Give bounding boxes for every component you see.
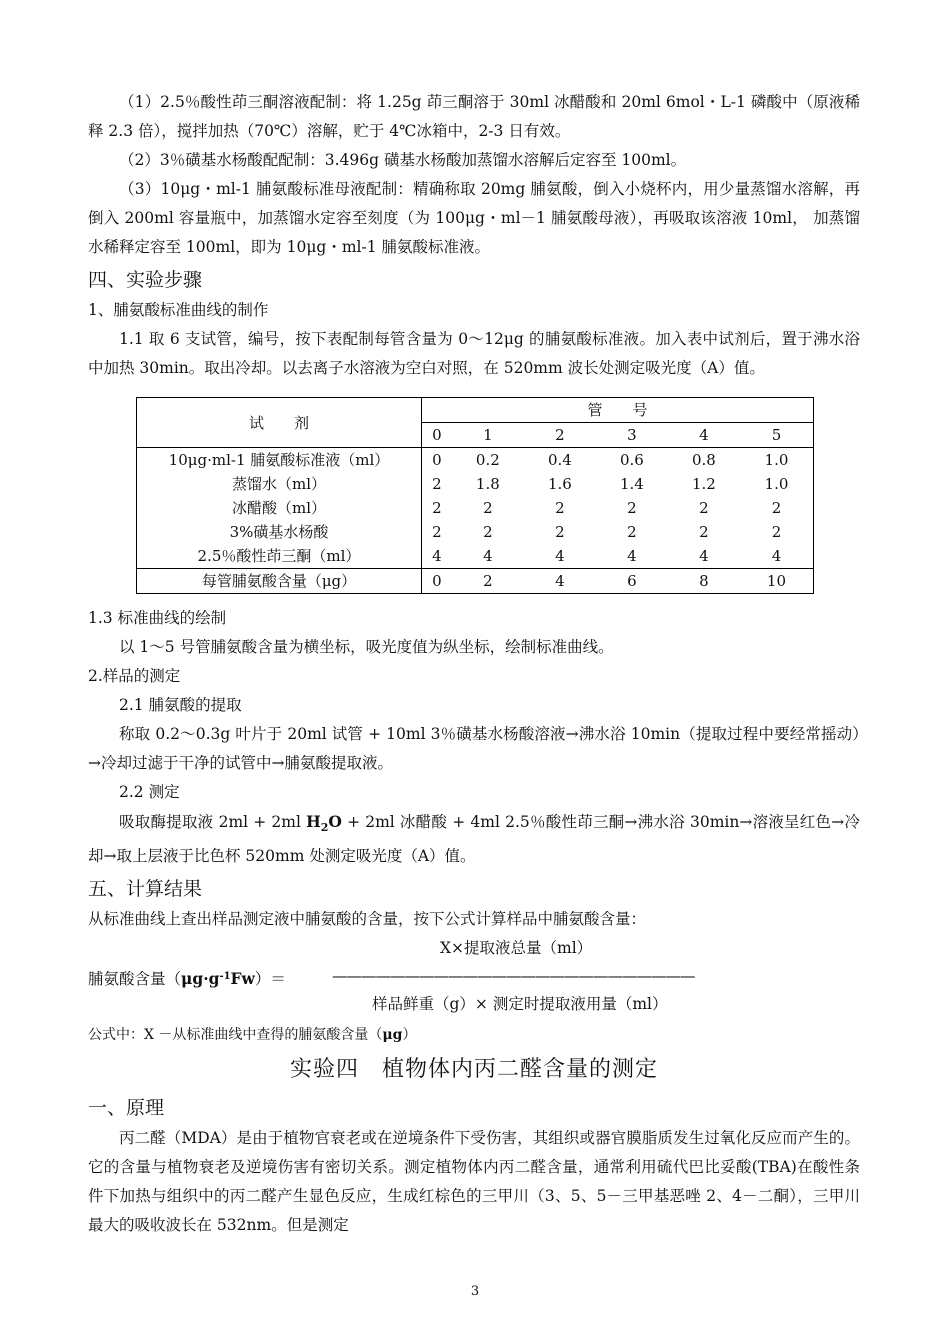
unit-text: Fw: [230, 969, 255, 988]
table-header-tube-number: 管 号: [422, 398, 814, 423]
table-cell: 2: [627, 523, 637, 541]
table-cell: 4: [627, 547, 637, 565]
section-heading-steps: 四、实验步骤: [88, 269, 203, 291]
table-cell-total-label: 每管脯氨酸含量（μg）: [137, 569, 422, 594]
table-tube-header: 1: [452, 423, 524, 448]
table-row: [137, 472, 814, 496]
paragraph-step-1-1: 1.1 取 6 支试管，编号，按下表配制每管含量为 0～12μg 的脯氨酸标准液。加入表中试剂后，置于沸水浴中加热 30min。取出冷却。以去离子水溶液为空白对照，在 520mm 波长处测定吸光度（A）值。: [88, 330, 860, 377]
table-cell: 2: [483, 499, 493, 517]
table-cell: 2: [452, 569, 524, 594]
table-tube-header: 0: [422, 423, 452, 448]
reagent-table: [136, 397, 814, 594]
paragraph-results-intro: 从标准曲线上查出样品测定液中脯氨酸的含量，按下公式计算样品中脯氨酸含量：: [88, 910, 647, 928]
table-cell: 0.8: [692, 451, 716, 469]
table-cell: 1.0: [740, 472, 814, 496]
table-cell: 2: [555, 523, 565, 541]
subheading-measurement: 2.2 测定: [119, 783, 180, 801]
table-cell-reagent: 10μg·ml-1 脯氨酸标准液（ml）: [137, 448, 422, 473]
formula-fraction-line: —————————————————————————: [332, 967, 695, 985]
text-run: ）＝: [254, 970, 286, 988]
paragraph-reagent-1: （1）2.5％酸性茚三酮溶液配制：将 1.25g 茚三酮溶于 30ml 冰醋酸和 20ml 6mol・L-1 磷酸中（原液稀释 2.3 倍），搅拌加热（70℃）溶解，贮于 4℃冰箱中，2-3 日有效。: [88, 93, 860, 140]
formula-denominator: 样品鲜重（g）× 测定时提取液用量（ml）: [372, 995, 668, 1013]
formula-numerator: X×提取液总量（ml）: [440, 939, 593, 957]
table-cell-reagent: 2.5％酸性茚三酮（ml）: [137, 544, 422, 569]
unit-text: μg: [382, 1027, 403, 1043]
table-cell: 0.2: [475, 451, 500, 469]
table-cell-reagent: 冰醋酸（ml）: [137, 496, 422, 520]
section-heading-results: 五、计算结果: [88, 878, 203, 900]
table-cell: 1.4: [619, 475, 644, 493]
table-tube-header: 2: [524, 423, 596, 448]
section-heading-principle: 一、原理: [88, 1097, 165, 1119]
table-tube-header: 4: [668, 423, 740, 448]
table-cell: 2: [740, 520, 814, 544]
table-cell: 0: [432, 451, 442, 469]
table-tube-header: 3: [596, 423, 668, 448]
subheading-curve-drawing: 1.3 标准曲线的绘制: [88, 609, 227, 627]
table-cell: 0.4: [547, 451, 572, 469]
table-tube-header: 5: [740, 423, 814, 448]
table-cell: 4: [699, 547, 709, 565]
table-cell: 2: [432, 499, 442, 517]
subheading-sample-measurement: 2.样品的测定: [88, 667, 181, 685]
formula-lhs: [88, 962, 286, 994]
subheading-standard-curve: 1、脯氨酸标准曲线的制作: [88, 301, 269, 319]
table-cell: 1.0: [740, 448, 814, 473]
table-cell: 2: [432, 523, 442, 541]
table-cell: 4: [524, 569, 596, 594]
text-run: 脯氨酸含量（: [88, 970, 182, 988]
table-cell: 2: [627, 499, 637, 517]
document-page: [88, 88, 860, 1240]
table-row: [137, 520, 814, 544]
table-cell: 4: [483, 547, 493, 565]
page-number: 3: [470, 1284, 480, 1299]
table-header-reagent: 试 剂: [137, 398, 422, 448]
paragraph-measurement: [88, 807, 860, 871]
unit-text: μg·g: [181, 969, 220, 988]
text-run: 吸取酶提取液 2ml + 2ml: [119, 813, 307, 831]
text-run: ）: [402, 1027, 417, 1043]
table-cell-reagent: 3%磺基水杨酸: [137, 520, 422, 544]
table-cell: 2: [483, 523, 493, 541]
table-cell: 1.8: [475, 475, 500, 493]
paragraph-curve-drawing: 以 1～5 号管脯氨酸含量为横坐标，吸光度值为纵坐标，绘制标准曲线。: [119, 638, 614, 656]
table-row-total: [137, 569, 814, 594]
text-run: + 2ml 冰醋酸 + 4ml 2.5％酸性茚三酮→沸水浴 30min→溶液呈红色→冷却→取上层液于比色杯 520mm 处测定吸光度（A）值。: [88, 813, 860, 865]
table-cell: 4: [555, 547, 565, 565]
table-cell: 2: [699, 499, 709, 517]
table-row: [137, 448, 814, 473]
unit-superscript: -1: [219, 971, 231, 982]
table-cell: 10: [740, 569, 814, 594]
formula-note: [88, 1024, 860, 1046]
table-cell-reagent: 蒸馏水（ml）: [137, 472, 422, 496]
table-cell: 0: [422, 569, 452, 594]
formula: [88, 934, 860, 1024]
paragraph-principle: 丙二醛（MDA）是由于植物官衰老或在逆境条件下受伤害，其组织或器官膜脂质发生过氧化反应而产生的。它的含量与植物衰老及逆境伤害有密切关系。测定植物体内丙二醛含量，通常利用硫代巴比妥酸(TBA)在酸性条件下加热与组织中的丙二醛产生显色反应，生成红棕色的三甲川（3、5、5－三甲基恶唑 2、4－二酮），三甲川最大的吸收波长在 532nm。但是测定: [88, 1129, 860, 1234]
table-cell: 6: [596, 569, 668, 594]
formula-subscript: 2: [320, 821, 329, 834]
table-cell: 2: [555, 499, 565, 517]
table-cell: 0.6: [619, 451, 644, 469]
text-run: 公式中：X －从标准曲线中查得的脯氨酸含量（: [88, 1027, 383, 1043]
table-cell: 1.2: [692, 475, 716, 493]
table-cell: 1.6: [547, 475, 572, 493]
formula-h: H: [306, 812, 321, 831]
table-row: [137, 544, 814, 569]
subheading-extraction: 2.1 脯氨酸的提取: [119, 696, 242, 714]
experiment-title: 实验四 植物体内丙二醛含量的测定: [289, 1057, 658, 1082]
paragraph-extraction: 称取 0.2～0.3g 叶片于 20ml 试管 + 10ml 3％磺基水杨酸溶液→沸水浴 10min（提取过程中要经常摇动）→冷却过滤于干净的试管中→脯氨酸提取液。: [88, 725, 860, 772]
table-cell: 8: [668, 569, 740, 594]
formula-o: O: [328, 812, 342, 831]
paragraph-reagent-3: （3）10μg・ml-1 脯氨酸标准母液配制：精确称取 20mg 脯氨酸，倒入小烧杯内，用少量蒸馏水溶解，再倒入 200ml 容量瓶中，加蒸馏水定容至刻度（为 100μg・ml－1 脯氨酸母液），再吸取该溶液 10ml， 加蒸馏水稀释定容至 100ml，即为 10μg・ml-1 脯氨酸标准液。: [88, 180, 860, 256]
table-cell: 4: [740, 544, 814, 569]
table-cell: 2: [432, 475, 442, 493]
table-row: [137, 496, 814, 520]
paragraph-reagent-2: （2）3％磺基水杨酸配配制：3.496g 磺基水杨酸加蒸馏水溶解后定容至 100ml。: [119, 151, 687, 169]
table-cell: 4: [432, 547, 442, 565]
table-cell: 2: [699, 523, 709, 541]
table-cell: 2: [740, 496, 814, 520]
